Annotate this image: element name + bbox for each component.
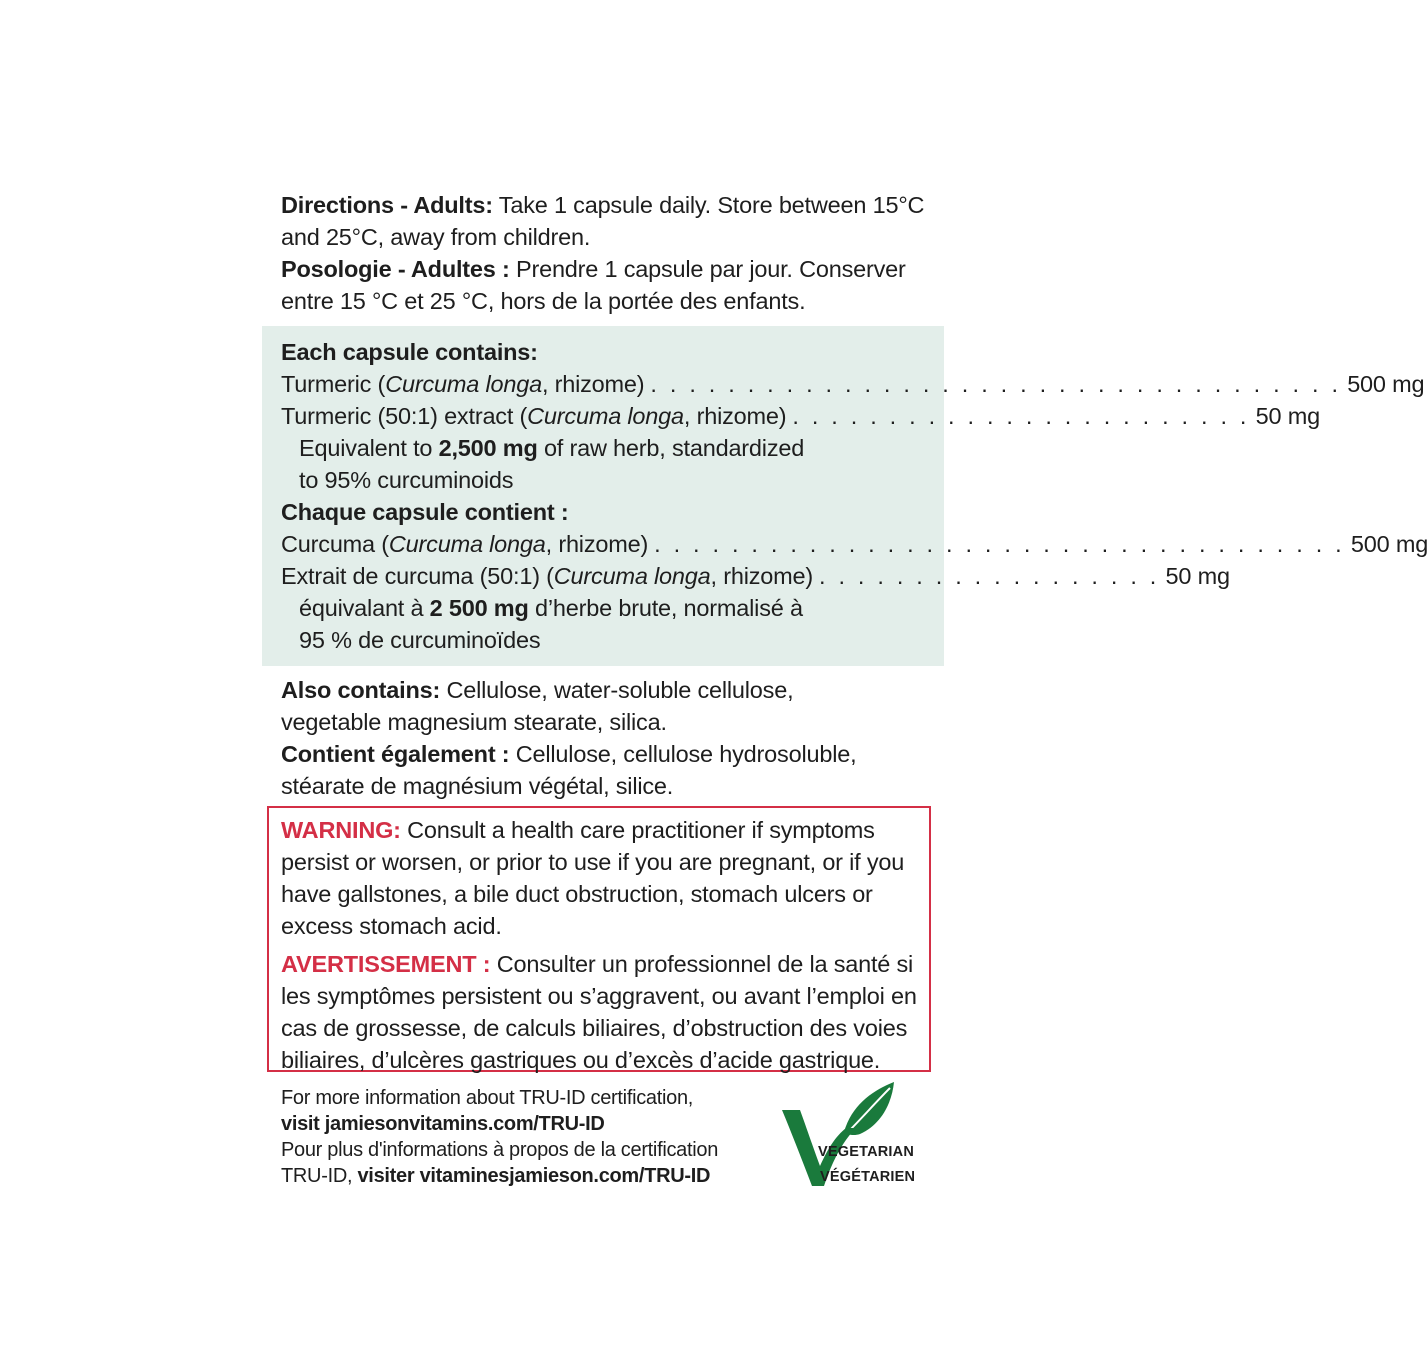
directions-fr: [281, 253, 931, 317]
leader-dots: . . . . . . . . . . . . . . . . . .: [819, 563, 1160, 589]
ingredient-name-part: , rhizome): [545, 531, 649, 557]
ingredient-latin-name: Curcuma longa: [385, 371, 542, 397]
warning-en-heading: WARNING:: [281, 817, 401, 843]
footer-en-line1: For more information about TRU-ID certification,: [281, 1087, 694, 1109]
ingredient-latin-name: Curcuma longa: [388, 531, 546, 557]
ingredient-row: [281, 368, 1425, 400]
also-contains-section: [281, 674, 931, 802]
note-text: équivalant à: [299, 595, 430, 621]
warning-fr-heading: AVERTISSEMENT :: [281, 951, 491, 977]
ingredient-latin-name: Curcuma longa: [527, 403, 684, 429]
ingredient-name: [281, 528, 648, 560]
ingredient-name-part: , rhizome): [683, 403, 787, 429]
ingredient-row: [281, 528, 1428, 560]
ingredient-name: [281, 560, 813, 592]
directions-fr-text: Prendre 1 capsule par jour. Conserver entre 15 °C et 25 °C, hors de la portée des enfants.: [281, 256, 906, 314]
warning-en: [281, 814, 921, 942]
ingredients-fr-heading: Chaque capsule contient :: [281, 499, 569, 525]
ingredients-en-note: [281, 432, 829, 496]
leader-dots: . . . . . . . . . . . . . . . . . . . . . . . . . . . . . . . . . . . .: [650, 371, 1342, 397]
footer-en-line2: visit jamiesonvitamins.com/TRU-ID: [281, 1113, 605, 1135]
ingredient-name-part: Extrait de curcuma (50:1) (: [281, 563, 554, 589]
also-contains-fr-text: Cellulose, cellulose hydrosoluble, stéarate de magnésium végétal, silice.: [281, 741, 857, 799]
directions-fr-heading: Posologie - Adultes :: [281, 256, 510, 282]
ingredient-name-part: Turmeric (50:1) extract (: [281, 403, 528, 429]
footer-fr-line2: [281, 1163, 751, 1189]
tru-id-footer: [281, 1085, 751, 1189]
ingredient-amount: 50 mg: [1165, 563, 1230, 589]
directions-en: [281, 189, 931, 253]
footer-fr-line1: Pour plus d'informations à propos de la certification: [281, 1139, 719, 1161]
also-contains-en-heading: Also contains:: [281, 677, 441, 703]
note-text: of raw herb, standardized to 95% curcuminoids: [299, 435, 805, 493]
ingredient-name-part: , rhizome): [541, 371, 645, 397]
directions-en-heading: Directions - Adults:: [281, 192, 493, 218]
also-contains-fr: [281, 738, 931, 802]
ingredient-amount: 500 mg: [1347, 371, 1425, 397]
ingredient-row: [281, 400, 1320, 432]
ingredient-amount: 500 mg: [1350, 531, 1428, 557]
ingredients-en-heading: Each capsule contains:: [281, 339, 538, 365]
ingredient-name-part: , rhizome): [710, 563, 814, 589]
ingredient-amount: 50 mg: [1255, 403, 1320, 429]
also-contains-en: [281, 674, 891, 738]
ingredients-fr-note: [281, 592, 809, 656]
vegetarian-label-fr: VÉGÉTARIEN: [820, 1169, 916, 1185]
ingredient-latin-name: Curcuma longa: [553, 563, 711, 589]
warning-en-text: Consult a health care practitioner if symptoms persist or worsen, or prior to use if you are pregnant, or if you have gallstones, a bile duct obstruction, stomach ulcers or excess stomach acid.: [281, 817, 905, 939]
also-contains-en-text: Cellulose, water-soluble cellulose, vegetable magnesium stearate, silica.: [281, 677, 794, 735]
note-text: Equivalent to: [299, 435, 439, 461]
note-text: d’herbe brute, normalisé à 95 % de curcuminoïdes: [299, 595, 803, 653]
note-bold: 2,500 mg: [438, 435, 538, 461]
warning-section: [281, 814, 921, 1076]
vegetarian-label-en: VEGETARIAN: [818, 1144, 914, 1160]
also-contains-fr-heading: Contient également :: [281, 741, 510, 767]
footer-fr-prefix: TRU-ID,: [281, 1165, 358, 1187]
ingredient-name-part: Curcuma (: [281, 531, 389, 557]
ingredient-name: [281, 368, 644, 400]
ingredient-name-part: Turmeric (: [281, 371, 386, 397]
warning-fr-text: Consulter un professionnel de la santé si les symptômes persistent ou s’aggravent, ou avant l’emploi en cas de grossesse, de calculs biliaires, d’obstruction des voies biliaires, d’ulcères gastriques ou d’excès d’acide gastrique.: [281, 951, 917, 1073]
directions-en-text: Take 1 capsule daily. Store between 15°C and 25°C, away from children.: [281, 192, 925, 250]
leader-dots: . . . . . . . . . . . . . . . . . . . . . . . .: [792, 403, 1250, 429]
ingredient-row: [281, 560, 1230, 592]
footer-fr-url: visiter vitaminesjamieson.com/TRU-ID: [357, 1165, 711, 1187]
warning-fr: [281, 948, 921, 1076]
ingredients-section: [281, 336, 1428, 656]
directions-section: [281, 189, 931, 317]
note-bold: 2 500 mg: [429, 595, 529, 621]
ingredient-name: [281, 400, 786, 432]
leader-dots: . . . . . . . . . . . . . . . . . . . . . . . . . . . . . . . . . . . .: [654, 531, 1345, 557]
